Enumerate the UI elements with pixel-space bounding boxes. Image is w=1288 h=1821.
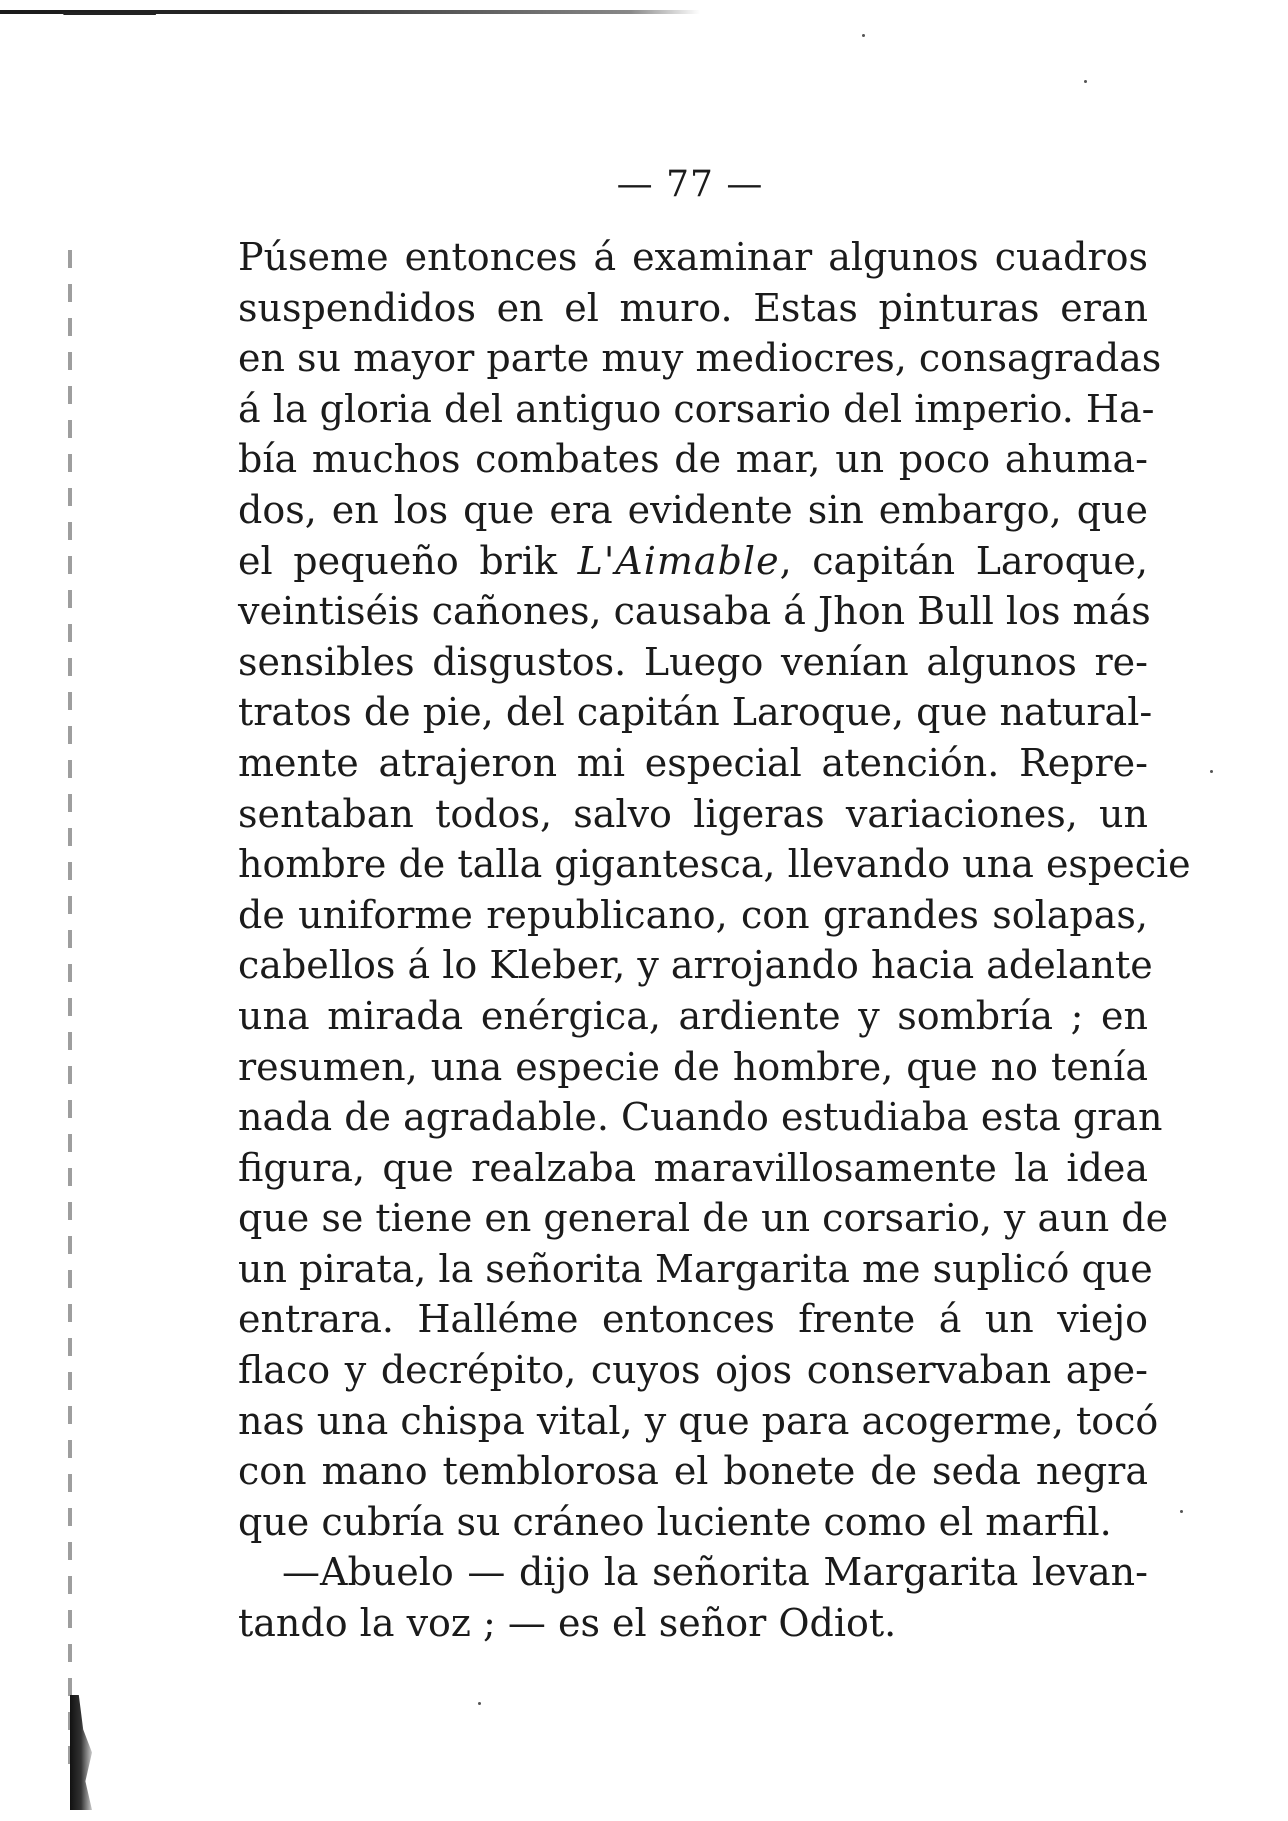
text-line: que se tiene en general de un corsario, y aun de (238, 1196, 1169, 1241)
text-line: entrara. Halléme entonces frente á un viejo (238, 1297, 1148, 1342)
text-line: un pirata, la señorita Margarita me suplicó que (238, 1246, 1153, 1291)
binding-ink-blot (70, 1695, 92, 1810)
text-line (238, 536, 1148, 587)
text-line: dos, en los que era evidente sin embargo, que (238, 487, 1148, 532)
text-line: que cubría su cráneo luciente como el marfil. (238, 1499, 1112, 1544)
text-line: resumen, una especie de hombre, que no tenía (238, 1044, 1148, 1089)
binding-gutter-marks (68, 250, 72, 1770)
top-rule-flourish (54, 12, 157, 33)
text-line: cabellos á lo Kleber, y arrojando hacia adelante (238, 943, 1153, 988)
text-line: nada de agradable. Cuando estudiaba esta gran (238, 1095, 1163, 1140)
text-line: una mirada enérgica, ardiente y sombría ; en (238, 993, 1148, 1038)
text-line: con mano temblorosa el bonete de seda negra (238, 1449, 1148, 1494)
text-line-after-title: , capitán Laroque, (779, 538, 1148, 583)
text-line: —Abuelo — dijo la señorita Margarita levan- (282, 1550, 1148, 1595)
text-line: Púseme entonces á examinar algunos cuadros (238, 235, 1148, 279)
text-line: tratos de pie, del capitán Laroque, que natural- (238, 690, 1153, 735)
text-line: á la gloria del antiguo corsario del imperio. Ha- (238, 386, 1155, 431)
text-line: nas una chispa vital, y que para acogerme, tocó (238, 1398, 1159, 1443)
text-line: figura, que realzaba maravillosamente la idea (238, 1145, 1148, 1190)
page-number: — 77 — (616, 164, 764, 205)
text-line: veintiséis cañones, causaba á Jhon Bull los más (238, 589, 1151, 634)
text-line: sentaban todos, salvo ligeras variaciones, un (238, 791, 1148, 836)
text-line: de uniforme republicano, con grandes solapas, (238, 892, 1148, 937)
text-line: sensibles disgustos. Luego venían algunos re- (238, 639, 1148, 684)
text-line: tando la voz ; — es el señor Odiot. (238, 1601, 897, 1646)
ship-name-italic: L'Aimable (577, 538, 780, 583)
text-line: en su mayor parte muy mediocres, consagradas (238, 336, 1162, 381)
text-line: hombre de talla gigantesca, llevando una especie (238, 842, 1191, 887)
text-line: bía muchos combates de mar, un poco ahuma- (238, 437, 1148, 482)
text-line: mente atrajeron mi especial atención. Repre- (238, 740, 1148, 785)
text-line-before-title: el pequeño brik (238, 538, 578, 583)
body-text (238, 232, 1191, 1649)
text-line: flaco y decrépito, cuyos ojos conservaban ape- (238, 1348, 1148, 1393)
text-line: suspendidos en el muro. Estas pinturas eran (238, 285, 1148, 330)
